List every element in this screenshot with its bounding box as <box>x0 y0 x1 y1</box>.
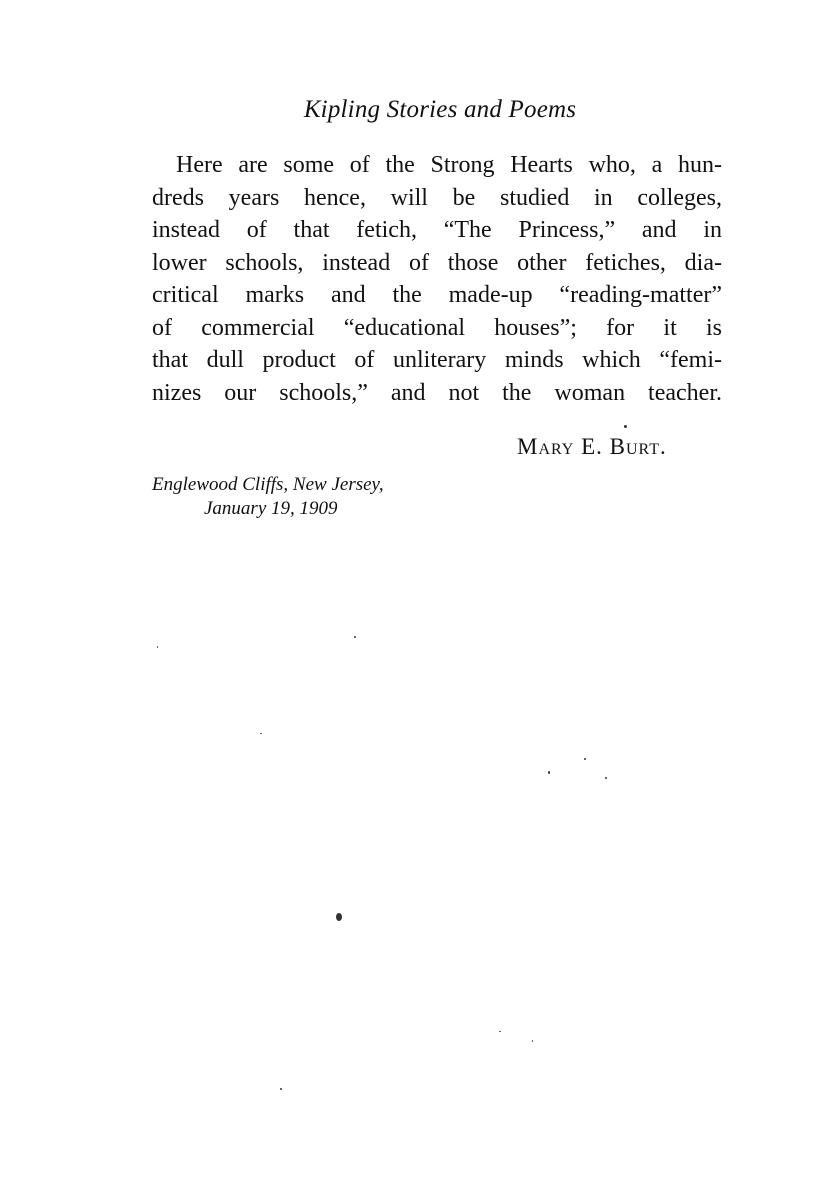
scan-speck <box>624 425 627 428</box>
scan-speck <box>499 1031 501 1032</box>
paragraph-line: Here are some of the Strong Hearts who, a hun- <box>176 152 722 178</box>
scan-speck <box>532 1040 533 1042</box>
paragraph-line: instead of that fetich, “The Princess,” and in <box>152 217 722 243</box>
paragraph-line: critical marks and the made-up “reading-matter” <box>152 282 722 308</box>
scan-speck <box>336 913 342 921</box>
paragraph-line: of commercial “educational houses”; for it is <box>152 314 722 341</box>
scan-speck <box>280 1088 282 1090</box>
dateline-place: Englewood Cliffs, New Jersey, <box>152 474 384 495</box>
paragraph-line: lower schools, instead of those other fetiches, dia- <box>152 249 722 276</box>
body-paragraph <box>152 149 722 409</box>
dateline-date: January 19, 1909 <box>204 498 338 519</box>
scan-speck <box>260 733 262 734</box>
scan-speck <box>584 758 586 760</box>
author-signature: Mary E. Burt. <box>517 434 667 459</box>
scan-speck <box>548 771 550 774</box>
scan-speck <box>605 777 607 779</box>
scan-speck <box>157 646 158 648</box>
running-title: Kipling Stories and Poems <box>303 96 577 123</box>
scan-speck <box>354 636 356 638</box>
paragraph-line: dreds years hence, will be studied in colleges, <box>152 184 722 211</box>
paragraph-line: nizes our schools,” and not the woman teacher. <box>152 379 722 406</box>
paragraph-line: that dull product of unliterary minds which “femi- <box>152 347 722 373</box>
